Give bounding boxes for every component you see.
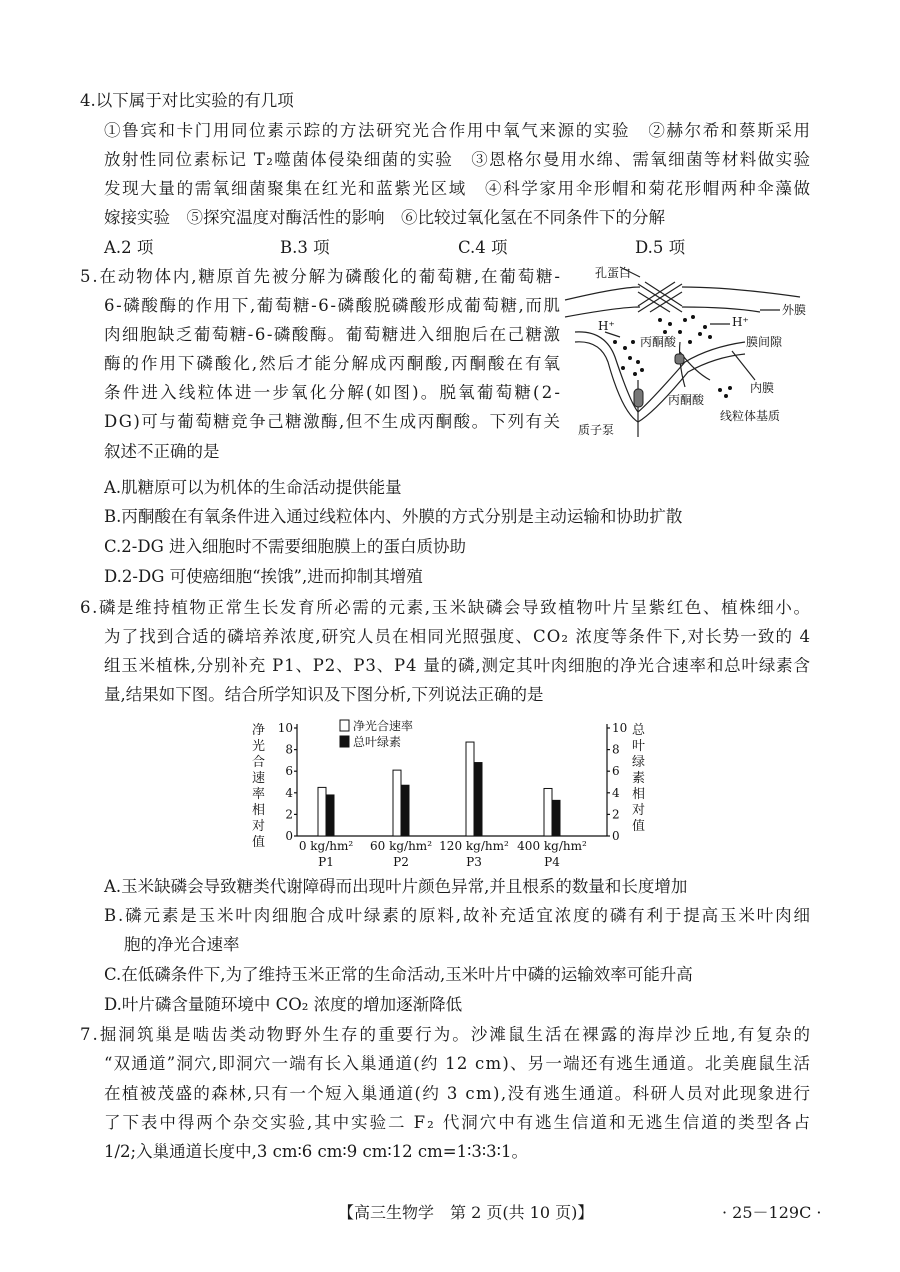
y-tick-label-right: 10 [612,721,628,735]
x-tick-sublabel: 0 kg/hm² [298,839,354,853]
option-d: D.叶片磷含量随环境中 CO₂ 浓度的增加逐渐降低 [104,995,463,1014]
option-d: D.5 项 [635,238,686,257]
matrix-label: 线粒体基质 [720,409,781,423]
question-6-text: 量,结果如下图。结合所学知识及下图分析,下列说法正确的是 [104,685,544,704]
x-tick-label: P3 [466,855,482,869]
question-4-stem: 4.以下属于对比实验的有几项 [80,91,294,110]
bar-net-photosynthesis-P3 [466,742,474,836]
bar-chlorophyll-P2 [401,785,409,836]
bar-chlorophyll-P4 [552,800,560,836]
y-tick-label-left: 6 [285,764,293,779]
option-b: B.丙酮酸在有氧条件进入通过线粒体内、外膜的方式分别是主动运输和协助扩散 [104,507,683,526]
h-ion-dots [613,315,732,398]
legend-swatch [340,736,349,747]
legend-label: 总叶绿素 [353,735,402,749]
y-axis-label-char: 净 [252,723,266,738]
outer-membrane-label: 外膜 [782,303,807,317]
legend-swatch [340,720,349,731]
option-c: C.4 项 [458,238,508,257]
h-ion-label: H⁺ [732,315,749,329]
question-4-text: 放射性同位素标记 T₂噬菌体侵染细菌的实验 ③恩格尔曼用水绵、需氧细菌等材料做实验 [104,150,812,169]
y-tick-label-right: 0 [612,829,620,843]
y-axis-label-char: 光 [252,739,266,754]
option-b-continued: 胞的净光合速率 [124,935,240,954]
x-tick-sublabel: 400 kg/hm² [517,839,587,853]
y-axis-label-char: 合 [252,755,266,770]
y-axis-label-char: 对 [252,819,266,834]
porin-icon [638,282,682,312]
question-4-text: ①鲁宾和卡门用同位素示踪的方法研究光合作用中氧气来源的实验 ②赫尔希和蔡斯采用 [104,121,812,140]
y-axis-label-char: 率 [252,787,266,802]
question-7-text: “双通道”洞穴,即洞穴一端有长入巢通道(约 12 cm)、另一端还有逃生通道。北美鹿鼠生活 [104,1054,812,1073]
x-tick-label: P4 [544,855,560,869]
y-tick-label-left: 2 [285,807,293,822]
bar-chlorophyll-P3 [474,763,482,836]
outer-membrane-bottom [565,307,760,317]
y-axis-label-char: 值 [252,835,266,850]
option-d: D.2-DG 可使癌细胞“挨饿”,进而抑制其增殖 [104,567,423,586]
porin-label: 孔蛋白 [595,266,632,280]
y-tick-label-right: 8 [612,742,620,757]
intermembrane-space-label: 膜间隙 [746,335,783,349]
y2-axis-label-char: 素 [632,771,646,786]
y2-axis-label-char: 叶 [632,739,646,754]
y-tick-label-right: 2 [612,807,620,822]
y-tick-label-left: 0 [285,829,293,843]
option-b: B.3 项 [280,238,330,257]
question-5-text: 酶的作用下磷酸化,然后才能分解成丙酮酸,丙酮酸在有氧 [104,354,562,373]
y-tick-label-left: 8 [285,742,293,757]
y-axis-label-char: 速 [252,771,266,786]
y-tick-label-right: 4 [612,785,620,800]
inner-membrane-pointer [732,351,755,380]
question-5-text: DG)可与葡萄糖竞争己糖激酶,但不生成丙酮酸。下列有关 [104,412,562,431]
question-5-text: 叙述不正确的是 [104,442,220,461]
x-tick-label: P1 [318,855,334,869]
option-a: A.玉米缺磷会导致糖类代谢障碍而出现叶片颜色异常,并且根系的数量和长度增加 [104,877,688,896]
option-b: B.磷元素是玉米叶肉细胞合成叶绿素的原料,故补充适宜浓度的磷有利于提高玉米叶肉细 [104,906,812,925]
y2-axis-label-char: 相 [632,787,646,802]
option-c: C.2-DG 进入细胞时不需要细胞膜上的蛋白质协助 [104,537,467,556]
x-tick-label: P2 [393,855,409,869]
legend-label: 净光合速率 [353,719,414,733]
question-6-text: 为了找到合适的磷培养浓度,研究人员在相同光照强度、CO₂ 浓度等条件下,对长势一致的 4 [104,627,812,646]
question-7-text: 在植被茂盛的森林,只有一个短入巢通道(约 3 cm),没有逃生通道。科研人员对此现象进行 [104,1084,812,1103]
y-axis-label-char: 相 [252,803,266,818]
question-4-text: 嫁接实验 ⑤探究温度对酶活性的影响 ⑥比较过氧化氢在不同条件下的分解 [104,208,665,227]
question-7-text: 1/2;入巢通道长度中,3 cm∶6 cm∶9 cm∶12 cm=1∶3∶3∶1。 [104,1142,528,1161]
y-tick-label-right: 6 [612,764,620,779]
y-tick-label-left: 10 [277,721,293,735]
mitochondria-diagram [560,262,805,442]
y-tick-label-left: 4 [285,785,293,800]
bar-chart [248,712,650,872]
x-tick-sublabel: 120 kg/hm² [439,839,509,853]
question-6-text: 组玉米植株,分别补充 P1、P2、P3、P4 量的磷,测定其叶肉细胞的净光合速率和总叶绿素含 [104,656,811,675]
bar-chlorophyll-P1 [326,795,334,836]
inner-membrane-label: 内膜 [750,381,775,395]
h-ion-label: H⁺ [598,319,615,333]
y2-axis-label-char: 绿 [632,755,646,770]
question-5-text: 肉细胞缺乏葡萄糖-6-磷酸酶。葡萄糖进入细胞后在己糖激 [104,325,562,344]
proton-pump-label: 质子泵 [578,423,615,437]
bar-net-photosynthesis-P4 [544,788,552,836]
option-c: C.在低磷条件下,为了维持玉米正常的生命活动,玉米叶片中磷的运输效率可能升高 [104,965,693,984]
outer-membrane-top [565,287,800,300]
question-6-stem: 6.磷是维持植物正常生长发育所必需的元素,玉米缺磷会导致植物叶片呈紫红色、植株细小。 [80,598,812,617]
y2-axis-label-char: 总 [632,723,646,738]
option-a: A.2 项 [104,238,154,257]
bar-net-photosynthesis-P1 [318,787,326,836]
question-5-text: 6-磷酸酶的作用下,葡萄糖-6-磷酸脱磷酸形成葡萄糖,而肌 [104,296,562,315]
question-7-text: 了下表中得两个杂交实验,其中实验二 F₂ 代洞穴中有逃生信道和无逃生信道的类型各占 [104,1113,812,1132]
question-5-text: 条件进入线粒体进一步氧化分解(如图)。脱氧葡萄糖(2- [104,383,563,402]
y2-axis-label-char: 值 [632,819,646,834]
question-4-text: 发现大量的需氧细菌聚集在红光和蓝紫光区域 ④科学家用伞形帽和菊花形帽两种伞藻做 [104,179,812,198]
pyruvate-label: 丙酮酸 [640,335,677,349]
proton-pump-icon [634,389,643,407]
pyruvate-label: 丙酮酸 [668,393,705,407]
exam-code: · 25－129C · [722,1203,822,1222]
option-a: A.肌糖原可以为机体的生命活动提供能量 [104,478,402,497]
x-tick-sublabel: 60 kg/hm² [370,839,432,853]
transporter-icon [675,354,684,364]
page-footer: 【高三生物学 第 2 页(共 10 页)】 [338,1203,594,1222]
bar-net-photosynthesis-P2 [393,770,401,836]
y2-axis-label-char: 对 [632,803,646,818]
question-7-stem: 7.掘洞筑巢是啮齿类动物野外生存的重要行为。沙滩鼠生活在裸露的海岸沙丘地,有复杂的 [80,1025,813,1044]
question-5-stem: 5.在动物体内,糖原首先被分解为磷酸化的葡萄糖,在葡萄糖- [80,267,562,286]
